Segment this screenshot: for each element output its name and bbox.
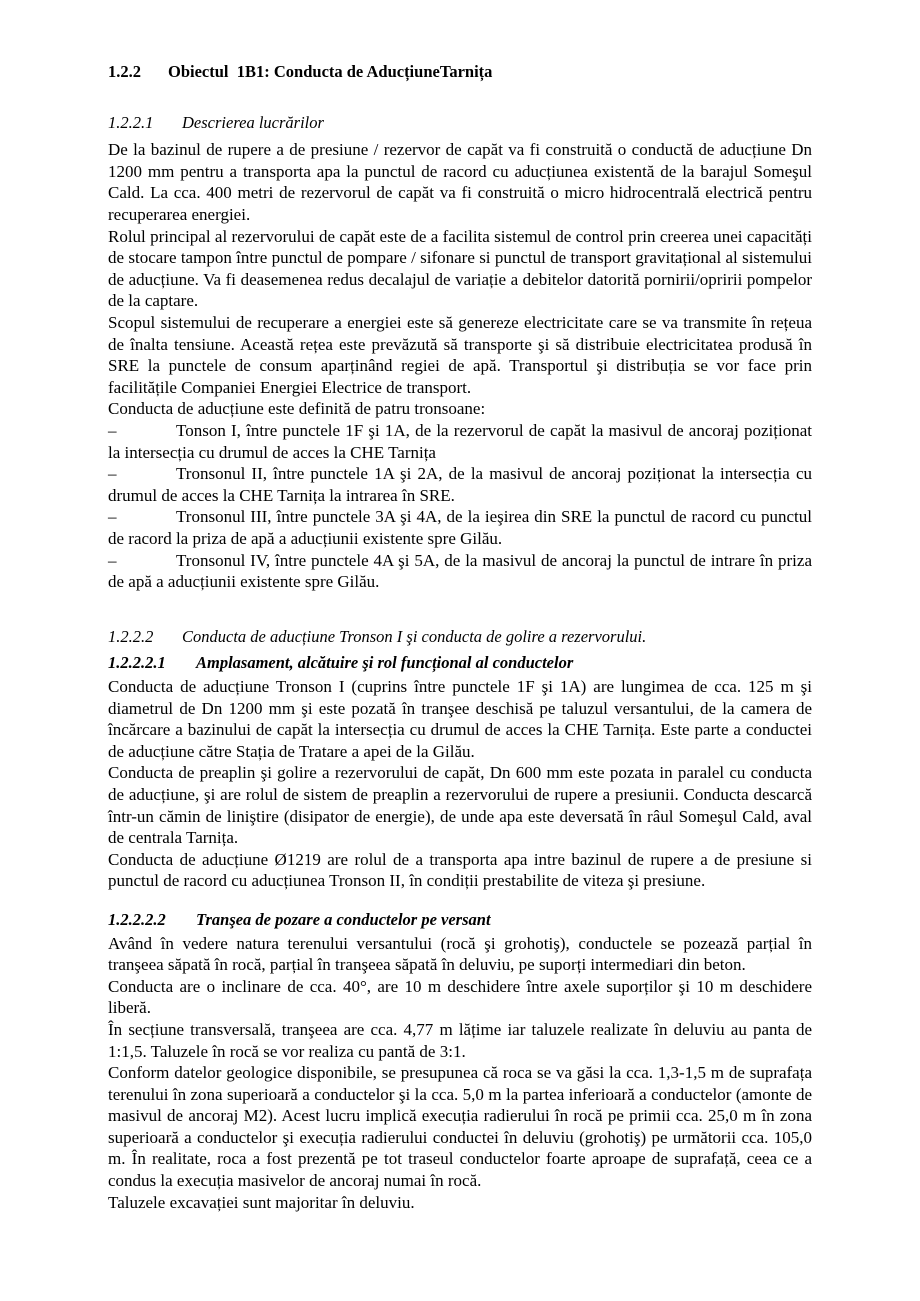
heading-number-1-2-2: 1.2.2	[108, 62, 141, 81]
paragraph-taluze-excavatie: Taluzele excavației sunt majoritar în deluviu.	[108, 1192, 415, 1212]
list-item	[108, 463, 812, 506]
heading-number-1-2-2-2-2: 1.2.2.2.2	[108, 909, 166, 929]
paragraph-sectiune-transversala: În secțiune transversală, tranşeea are cca. 4,77 m lățime iar taluzele realizate în deluviu au panta de 1:1,5. Taluzele în rocă se vor realiza cu pantă de 3:1.	[108, 1019, 812, 1061]
list-item-text: Tronsonul II, între punctele 1A şi 2A, de la masivul de ancoraj poziționat la intersecția cu drumul de acces la CHE Tarnița la intrarea în SRE.	[108, 464, 812, 505]
paragraph-conducta-1219: Conducta de aducțiune Ø1219 are rolul de a transporta apa intre bazinul de rupere a de presiune si punctul de racord cu aducțiunea Tronson II, în condiții prestabilite de viteza şi presiune.	[108, 849, 812, 891]
heading-number-1-2-2-2-1: 1.2.2.2.1	[108, 653, 166, 673]
list-item	[108, 420, 812, 463]
dash-bullet-icon: –	[108, 550, 117, 570]
heading-1-2-2-1	[108, 113, 812, 134]
heading-text-1-2-2-2-2: Tranşea de pozare a conductelor pe versant	[196, 909, 491, 929]
heading-1-2-2	[108, 62, 812, 83]
heading-number-1-2-2-1: 1.2.2.1	[108, 112, 154, 132]
dash-bullet-icon: –	[108, 464, 117, 484]
heading-1-2-2-2-2	[108, 910, 812, 931]
document-content	[108, 62, 812, 1213]
paragraph-rol-rezervor: Rolul principal al rezervorului de capăt este de a facilita sistemul de control prin creerea unei capacități de stocare tampon între punctul de pompare / sifonare si punctul de transport gravitațional al sistemului de aducțiune. Va fi deasemenea redus decalajul de variație a debitelor datorită pornirii/opririi pompelor de la captare.	[108, 226, 812, 311]
heading-1-2-2-2-1	[108, 653, 812, 674]
heading-text-1-2-2-1: Descrierea lucrărilor	[182, 112, 324, 132]
list-item-text: Tonson I, între punctele 1F şi 1A, de la rezervorul de capăt la masivul de ancoraj poziționat la intersecția cu drumul de acces la CHE Tarnița	[108, 420, 812, 462]
list-item	[108, 550, 812, 593]
list-item-text: Tronsonul III, între punctele 3A şi 4A, de la ieşirea din SRE la punctul de racord cu punctul de racord la priza de apă a aducțiunii existente spre Gilău.	[108, 507, 812, 548]
paragraph-tronsoane-intro: Conducta de aducțiune este definită de patru tronsoane:	[108, 399, 486, 419]
list-item	[108, 506, 812, 549]
heading-number-1-2-2-2: 1.2.2.2	[108, 626, 154, 646]
paragraph-inclinare-conducta: Conducta are o inclinare de cca. 40°, are 10 m deschidere între axele suporților şi 10 m deschidere liberă.	[108, 976, 812, 1018]
heading-text-1-2-2: Obiectul 1B1: Conducta de AducțiuneTarnița	[168, 62, 493, 81]
heading-text-1-2-2-2: Conducta de aducțiune Tronson I şi conducta de golire a rezervorului.	[182, 626, 647, 646]
paragraph-date-geologice: Conform datelor geologice disponibile, se presupunea că roca se va găsi la cca. 1,3-1,5 m de suprafața terenului în zona superioară a conductelor şi la cca. 5,0 m la partea inferioară a conductelor (amonte de masivul de ancoraj M2). Acest lucru implică execuția radierului în rocă pe primii cca. 25,0 m în zona superioară a conductelor şi execuția radierului conductei în deluviu (grohotiş) pe următorii cca. 105,0 m. În realitate, roca a fost prezentă pe tot traseul conductelor foarte aproape de suprafață, ceea ce a condus la execuția masivelor de ancoraj numai în rocă.	[108, 1063, 812, 1191]
heading-text-1-2-2-2-1: Amplasament, alcătuire şi rol funcțional al conductelor	[196, 653, 574, 673]
list-item-text: Tronsonul IV, între punctele 4A şi 5A, de la masivul de ancoraj la punctul de intrare în priza de apă a aducțiunii existente spre Gilău.	[108, 550, 812, 592]
dash-bullet-icon: –	[108, 507, 117, 527]
paragraph-scop-recuperare-energie: Scopul sistemului de recuperare a energiei este să genereze electricitate care se va transmite în rețeua de înalta tensiune. Această rețea este prevăzută să transporte şi să distribuie electricitatea produsă în SRE la punctele de consum aparținând regiei de apă. Transportul şi distribuția se vor face prin facilitățile Companiei Energiei Electrice de transport.	[108, 313, 812, 397]
paragraph-preaplin-golire: Conducta de preaplin şi golire a rezervorului de capăt, Dn 600 mm este pozata in paralel cu conducta de aducțiune, şi are rolul de sistem de preaplin a rezervorului de rupere a presiunii. Conducta descarcă într-un cămin de liniştire (disipator de energie), de unde apa este deversată în râul Someşul Cald, aval de centrala Tarnița.	[108, 763, 812, 848]
dash-bullet-icon: –	[108, 420, 117, 440]
paragraph-natura-teren: Având în vedere natura terenului versantului (rocă şi grohotiş), conductele se pozează parțial în tranşeea săpată în rocă, parțial în tranşeea săpată în deluviu, pe suporți intermediari din beton.	[108, 933, 812, 975]
paragraph-descriere-1: De la bazinul de rupere a de presiune / rezervor de capăt va fi construită o conductă de aducțiune Dn 1200 mm pentru a transporta apa la punctul de racord cu aducțiunea existentă de la barajul Someşul Cald. La cca. 400 metri de rezervorul de capăt va fi construită o micro hidrocentrală electrică pentru recuperarea energiei.	[108, 140, 812, 225]
heading-1-2-2-2	[108, 627, 812, 648]
paragraph-tronson-1-descriere: Conducta de aducțiune Tronson I (cuprins între punctele 1F şi 1A) are lungimea de cca. 125 m şi diametrul de Dn 1200 mm şi este pozată în tranşee deschisă pe taluzul versantului, de la camera de încărcare a bazinului de capăt la intersecția cu drumul de acces la CHE Tarnița. Este parte a conductei de aducțiune către Stația de Tratare a apei de la Gilău.	[108, 676, 812, 761]
